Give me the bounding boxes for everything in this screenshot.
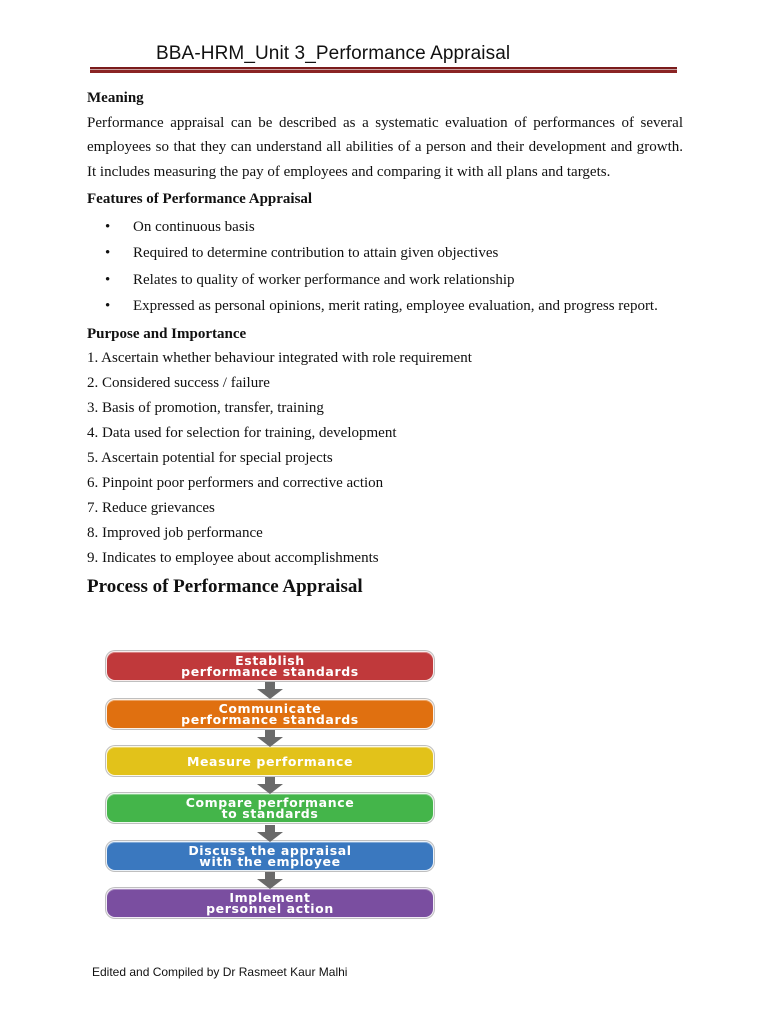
step-discuss-appraisal: Discuss the appraisal with the employee xyxy=(106,841,434,871)
list-item: 1. Ascertain whether behaviour integrated with role requirement xyxy=(87,350,472,367)
header-divider xyxy=(90,67,677,73)
features-list xyxy=(87,215,683,319)
list-item: 5. Ascertain potential for special projects xyxy=(87,450,333,467)
step-implement-action: Implement personnel action xyxy=(106,888,434,918)
purpose-heading: Purpose and Importance xyxy=(87,325,247,342)
list-item xyxy=(105,294,683,319)
page-header-title: BBA-HRM_Unit 3_Performance Appraisal xyxy=(156,43,511,64)
list-item xyxy=(105,268,683,293)
down-arrow-icon xyxy=(256,730,284,747)
footer-credit: Edited and Compiled by Dr Rasmeet Kaur Malhi xyxy=(92,965,348,979)
step-compare-performance: Compare performance to standards xyxy=(106,793,434,823)
document-body xyxy=(87,86,683,602)
bullet-icon: • xyxy=(105,271,111,288)
list-item: 9. Indicates to employee about accomplishments xyxy=(87,550,379,567)
down-arrow-icon xyxy=(256,825,284,842)
feature-text: Expressed as personal opinions, merit rating, employee evaluation, and progress report. xyxy=(133,298,658,315)
list-item: 4. Data used for selection for training, development xyxy=(87,425,397,442)
features-heading: Features of Performance Appraisal xyxy=(87,191,313,208)
list-item xyxy=(105,215,683,240)
feature-text: Required to determine contribution to attain given objectives xyxy=(133,245,499,262)
down-arrow-icon xyxy=(256,777,284,794)
list-item xyxy=(105,241,683,266)
feature-text: Relates to quality of worker performance and work relationship xyxy=(133,271,515,288)
bullet-icon: • xyxy=(105,218,111,235)
list-item: 7. Reduce grievances xyxy=(87,500,215,517)
step-measure-performance: Measure performance xyxy=(106,746,434,776)
feature-text: On continuous basis xyxy=(133,218,255,235)
purpose-list xyxy=(87,346,683,570)
list-item: 6. Pinpoint poor performers and corrective action xyxy=(87,475,384,492)
down-arrow-icon xyxy=(256,682,284,699)
meaning-heading: Meaning xyxy=(87,90,144,106)
down-arrow-icon xyxy=(256,872,284,889)
list-item: 3. Basis of promotion, transfer, training xyxy=(87,400,324,417)
process-heading: Process of Performance Appraisal xyxy=(87,575,363,597)
process-flowchart xyxy=(104,649,436,921)
list-item: 2. Considered success / failure xyxy=(87,375,270,392)
bullet-icon: • xyxy=(105,298,111,315)
bullet-icon: • xyxy=(105,245,111,262)
meaning-paragraph: Performance appraisal can be described as a systematic evaluation of performances of several employees so that they can understand all abilities of a person and their development and growth. It includes measuring the pay of employees and comparing it with all plans and targets. xyxy=(87,114,683,180)
step-establish-standards: Establish performance standards xyxy=(106,651,434,681)
list-item: 8. Improved job performance xyxy=(87,525,263,542)
step-communicate-standards: Communicate performance standards xyxy=(106,699,434,729)
